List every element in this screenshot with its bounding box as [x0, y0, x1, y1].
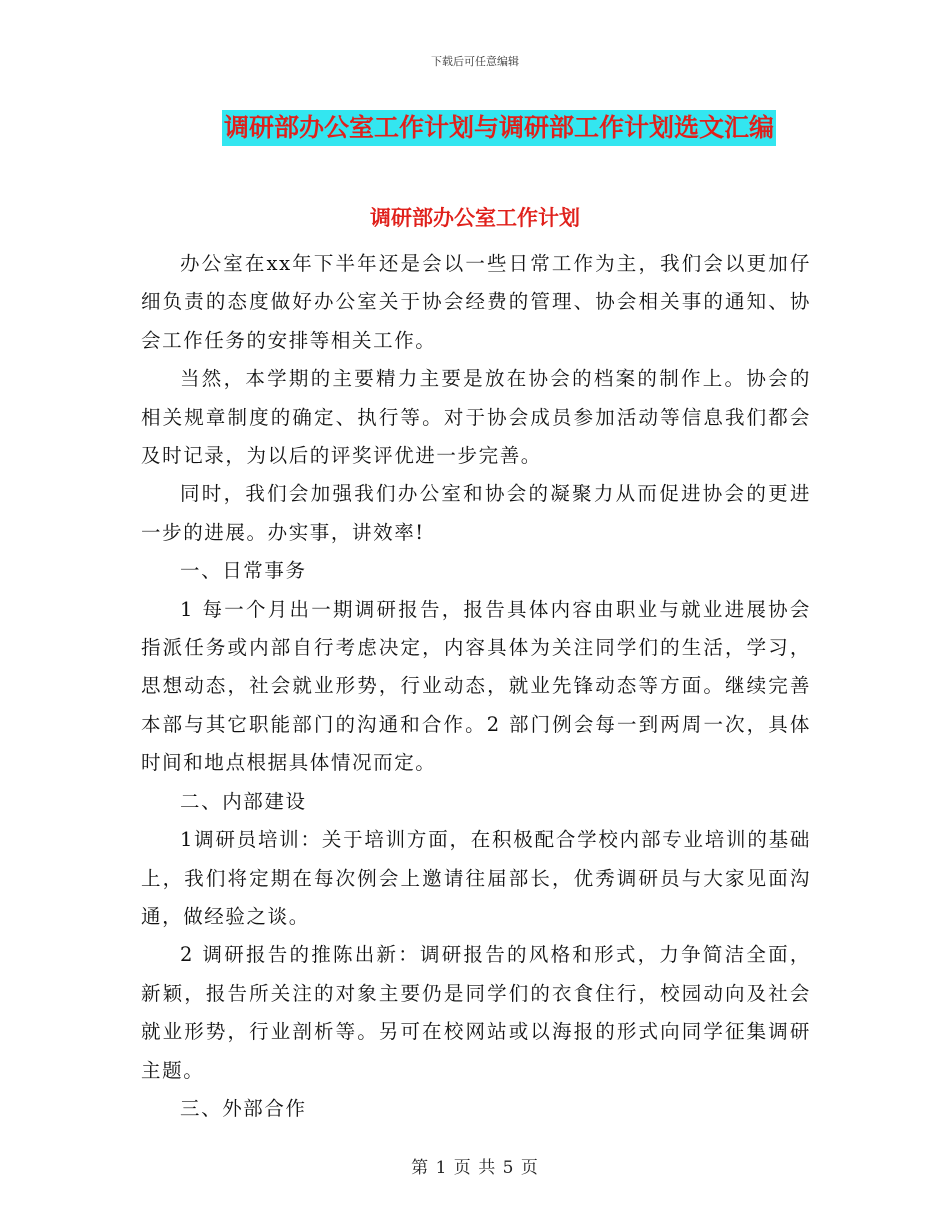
paragraph-1: 办公室在xx年下半年还是会以一些日常工作为主，我们会以更加仔细负责的态度做好办公室关于协会经费的管理、协会相关事的通知、协会工作任务的安排等相关工作。: [141, 252, 811, 352]
paragraph-5: 1调研员培训：关于培训方面，在积极配合学校内部专业培训的基础上，我们将定期在每次例会上邀请往届部长，优秀调研员与大家见面沟通，做经验之谈。: [141, 828, 811, 928]
document-title-wrap: [0, 110, 950, 146]
heading-internal-building: 二、内部建设: [180, 789, 307, 813]
paragraph-6: 2 调研报告的推陈出新：调研报告的风格和形式，力争简洁全面，新颖，报告所关注的对象主要仍是同学们的衣食住行，校园动向及社会就业形势，行业剖析等。另可在校网站或以海报的形式向同学征集调研主题。: [141, 943, 811, 1082]
paragraph-2: 当然，本学期的主要精力主要是放在协会的档案的制作上。协会的相关规章制度的确定、执行等。对于协会成员参加活动等信息我们都会及时记录，为以后的评奖评优进一步完善。: [141, 367, 811, 468]
heading-daily-affairs: 一、日常事务: [180, 559, 307, 583]
paragraph-3: 同时，我们会加强我们办公室和协会的凝聚力从而促进协会的更进一步的进展。办实事，讲效率!: [141, 482, 811, 544]
heading-external-cooperation: 三、外部合作: [180, 1096, 307, 1120]
document-body: [141, 245, 811, 1128]
section-title: 调研部办公室工作计划: [370, 206, 580, 230]
page-footer: 第 1 页 共 5 页: [411, 1158, 539, 1178]
paragraph-4: 1 每一个月出一期调研报告，报告具体内容由职业与就业进展协会指派任务或内部自行考虑决定，内容具体为关注同学们的生活，学习，思想动态，社会就业形势，行业动态，就业先锋动态等方面。继续完善本部与其它职能部门的沟通和合作。2 部门例会每一到两周一次，具体时间和地点根据具体情况而定。: [141, 597, 811, 775]
header-note: 下载后可任意编辑: [431, 55, 519, 68]
document-title: 调研部办公室工作计划与调研部工作计划选文汇编: [222, 110, 776, 146]
